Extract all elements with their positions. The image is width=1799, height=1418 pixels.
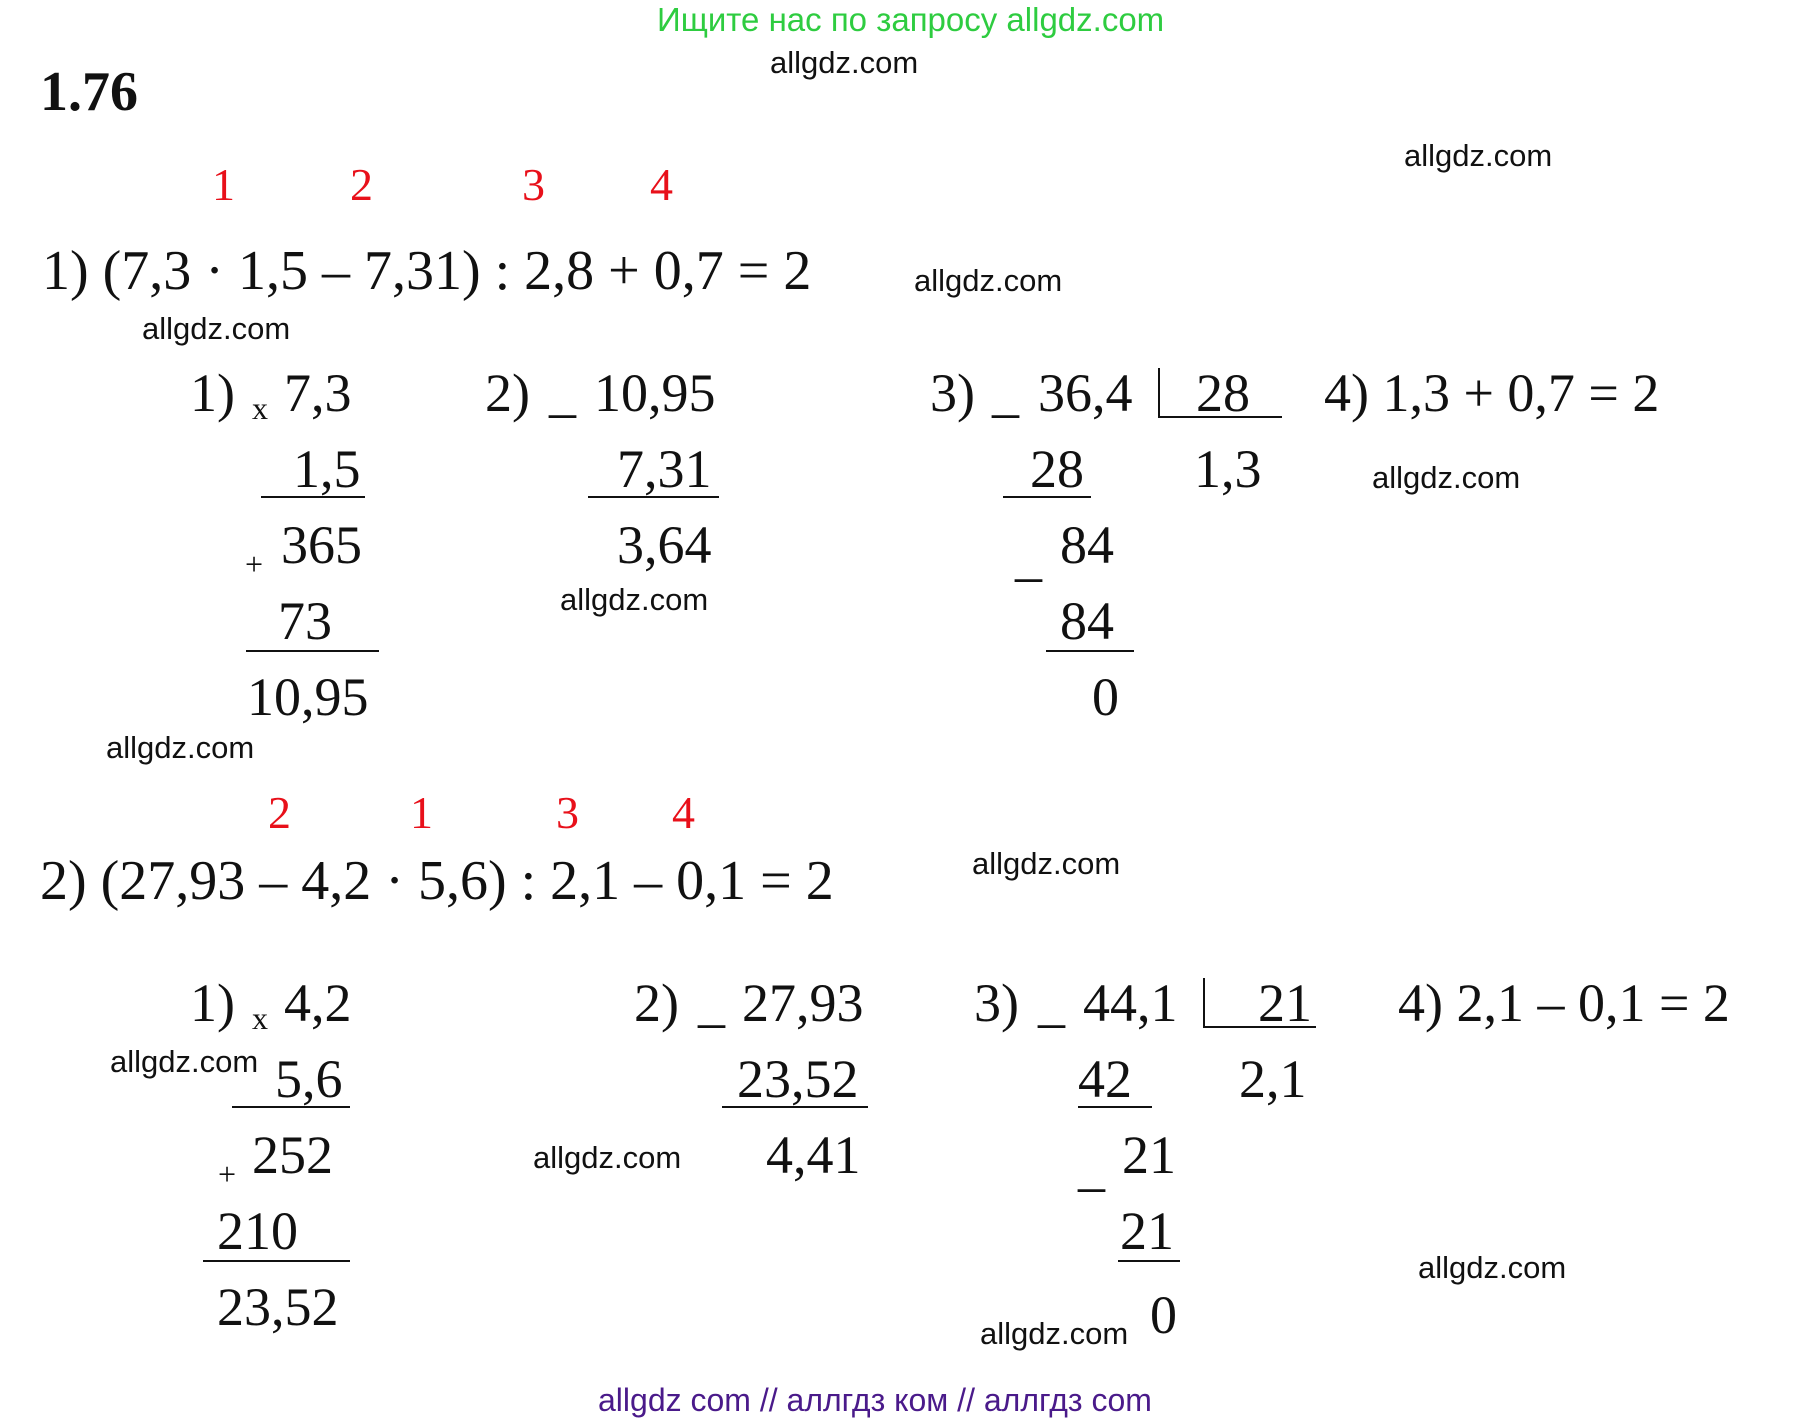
division-bar [1203,978,1205,1026]
subtracted: 84 [1060,591,1114,651]
underline [1158,416,1282,418]
factor-a: 4,2 [284,973,352,1033]
top-banner: Ищите нас по запросу allgdz.com [657,1,1165,38]
order-number: 1 [410,787,433,838]
order-number: 4 [650,159,673,210]
partial-product: 73 [278,591,332,651]
partial-product: 252 [252,1125,333,1185]
watermark: allgdz.com [1372,460,1521,495]
underline [1203,1026,1316,1028]
underline [246,650,379,652]
order-number: 2 [350,159,373,210]
minuend: 10,95 [594,363,716,423]
plus-sign: + [245,546,264,582]
watermark: allgdz.com [980,1316,1129,1351]
underline [1118,1260,1180,1262]
final-remainder: 0 [1092,667,1119,727]
problem-number: 1.76 [40,61,138,123]
step-label: 3) [974,973,1019,1033]
difference: 4,41 [766,1125,861,1185]
step-label: 3) [930,363,975,423]
multiply-sign: x [252,390,268,426]
step-label: 2) [634,973,679,1033]
underline [1003,496,1091,498]
order-number: 3 [522,159,545,210]
divisor: 21 [1258,973,1312,1033]
division-bar [1158,368,1160,416]
watermark: allgdz.com [533,1140,682,1175]
minus-sign: _ [698,973,725,1033]
equation-1: 1) (7,3 · 1,5 – 7,31) : 2,8 + 0,7 = 2 [42,240,812,302]
divisor: 28 [1196,363,1250,423]
step-label: 2) [485,363,530,423]
subtracted: 21 [1120,1201,1174,1261]
partial-product: 365 [281,515,362,575]
order-number: 2 [268,787,291,838]
watermark: allgdz.com [560,582,709,617]
factor-a: 7,3 [284,363,352,423]
minus-sign: _ [1015,527,1042,587]
subtracted: 28 [1030,439,1084,499]
step-4: 4) 1,3 + 0,7 = 2 [1324,363,1660,423]
underline [261,496,365,498]
underline [588,496,719,498]
quotient: 2,1 [1239,1049,1307,1109]
minus-sign: _ [549,363,576,423]
step-4: 4) 2,1 – 0,1 = 2 [1398,973,1730,1033]
minus-sign: _ [1038,973,1065,1033]
dividend: 44,1 [1083,973,1178,1033]
factor-b: 1,5 [293,439,361,499]
underline [1046,650,1134,652]
footer-links: allgdz com // аллгдз ком // аллгдз com [598,1382,1152,1418]
subtracted: 42 [1078,1049,1132,1109]
remainder: 84 [1060,515,1114,575]
order-number: 1 [212,159,235,210]
underline [232,1106,350,1108]
subtrahend: 7,31 [617,439,712,499]
product-result: 10,95 [247,667,369,727]
watermark: allgdz.com [106,730,255,765]
plus-sign: + [218,1156,237,1192]
difference: 3,64 [617,515,712,575]
product-result: 23,52 [217,1277,339,1337]
watermark: allgdz.com [1418,1250,1567,1285]
watermark: allgdz.com [972,846,1121,881]
quotient: 1,3 [1194,439,1262,499]
minuend: 27,93 [742,973,864,1033]
watermark: allgdz.com [142,311,291,346]
minus-sign: _ [992,363,1019,423]
order-number: 3 [556,787,579,838]
underline [1078,1106,1152,1108]
underline [722,1106,868,1108]
subtrahend: 23,52 [737,1049,859,1109]
partial-product: 210 [217,1201,298,1261]
watermark: allgdz.com [110,1044,259,1079]
final-remainder: 0 [1150,1285,1177,1345]
remainder: 21 [1122,1125,1176,1185]
watermark: allgdz.com [1404,138,1553,173]
minus-sign: _ [1078,1137,1105,1197]
multiply-sign: x [252,1000,268,1036]
watermark: allgdz.com [770,45,919,80]
step-label: 1) [190,363,235,423]
factor-b: 5,6 [275,1049,343,1109]
underline [203,1260,350,1262]
dividend: 36,4 [1038,363,1133,423]
step-label: 1) [190,973,235,1033]
watermark: allgdz.com [914,263,1063,298]
equation-2: 2) (27,93 – 4,2 · 5,6) : 2,1 – 0,1 = 2 [40,850,834,912]
order-number: 4 [672,787,695,838]
